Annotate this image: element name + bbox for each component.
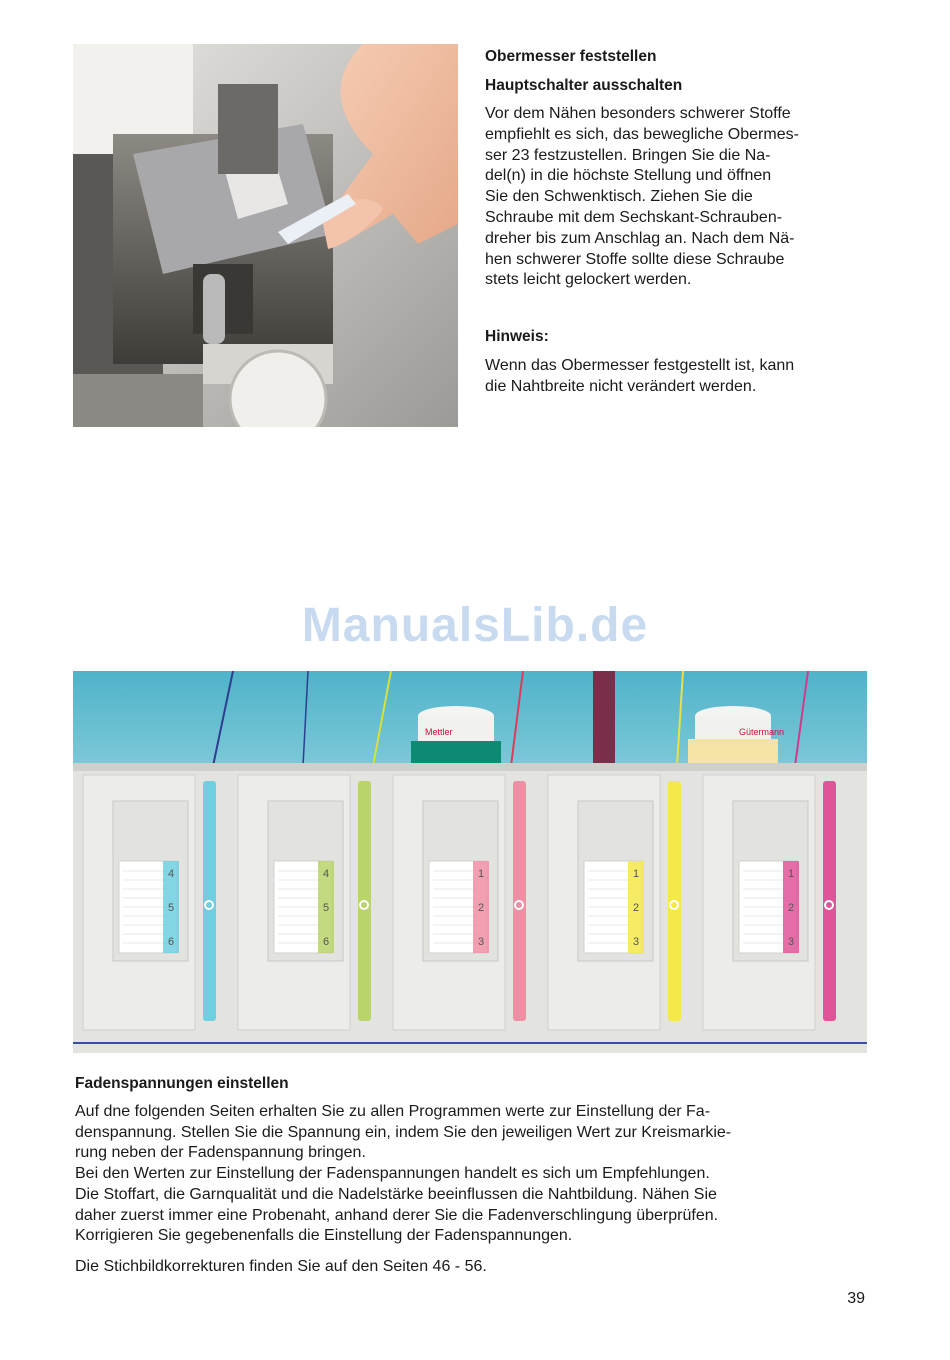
text-line: die Nahtbreite nicht verändert werden. — [485, 377, 757, 395]
text-line: Bei den Werten zur Einstellung der Fadenspannungen handelt es sich um Empfehlungen. — [75, 1165, 710, 1183]
instruction-paragraph — [485, 104, 875, 291]
note-heading: Hinweis: — [485, 328, 549, 346]
tension-scale-number: 4 — [322, 868, 330, 880]
photo-upper-knife-adjustment — [73, 44, 458, 427]
tension-dials-image — [73, 671, 867, 1053]
spool-label-right: Gütermann — [739, 727, 785, 737]
text-line: daher zuerst immer eine Probenaht, anhand derer Sie die Fadenverschlingung überprüfen. — [75, 1206, 719, 1224]
tension-scale-number: 3 — [787, 936, 795, 948]
text-line: del(n) in die höchste Stellung und öffnen — [485, 167, 772, 185]
text-line: Korrigieren Sie gegebenenfalls die Einstellung der Fadenspannungen. — [75, 1227, 573, 1245]
upper-knife-instructions — [485, 44, 875, 398]
stitch-correction-reference: Die Stichbildkorrekturen finden Sie auf den Seiten 46 - 56. — [75, 1257, 487, 1275]
sewing-machine-closeup-image — [73, 44, 458, 427]
tension-scale-number: 5 — [167, 902, 175, 914]
text-line: stets leicht gelockert werden. — [485, 271, 692, 289]
text-line: ser 23 festzustellen. Bringen Sie die Na- — [485, 146, 771, 164]
text-line: denspannung. Stellen Sie die Spannung ein, indem Sie den jeweiligen Wert zur Kreismarkie- — [75, 1123, 732, 1141]
heading-hauptschalter: Hauptschalter ausschalten — [485, 77, 683, 94]
heading-fadenspannungen: Fadenspannungen einstellen — [75, 1075, 289, 1092]
text-line: rung neben der Fadenspannung bringen. — [75, 1144, 366, 1162]
text-line: hen schwerer Stoffe sollte diese Schraube — [485, 250, 785, 268]
text-line: dreher bis zum Anschlag an. Nach dem Nä- — [485, 229, 795, 247]
photo-thread-tension-dials — [73, 671, 867, 1053]
heading-obermesser: Obermesser feststellen — [485, 48, 657, 65]
tension-scale-number: 6 — [167, 936, 175, 948]
tension-scale-number: 3 — [477, 936, 485, 948]
text-line: empfiehlt es sich, das bewegliche Obermes- — [485, 125, 799, 143]
tension-paragraph — [75, 1102, 875, 1247]
text-line: Vor dem Nähen besonders schwerer Stoffe — [485, 105, 791, 122]
tension-scale-number: 3 — [632, 936, 640, 948]
tension-scale-number: 1 — [632, 868, 640, 880]
text-line: Schraube mit dem Sechskant-Schrauben- — [485, 208, 783, 226]
page-number: 39 — [847, 1290, 865, 1307]
text-line: Sie den Schwenktisch. Ziehen Sie die — [485, 188, 753, 206]
tension-scale-number: 1 — [787, 868, 795, 880]
watermark: ManualsLib.de — [301, 599, 649, 652]
tension-scale-number: 2 — [787, 902, 795, 914]
tension-scale-number: 1 — [477, 868, 485, 880]
tension-scale-number: 2 — [477, 902, 485, 914]
text-line: Auf dne folgenden Seiten erhalten Sie zu allen Programmen werte zur Einstellung der Fa- — [75, 1103, 711, 1120]
spool-label-left: Mettler — [425, 727, 453, 737]
thread-tension-section — [75, 1074, 875, 1278]
text-line: Wenn das Obermesser festgestellt ist, kann — [485, 357, 795, 375]
tension-scale-number: 6 — [322, 936, 330, 948]
tension-scale-number: 5 — [322, 902, 330, 914]
tension-scale-number: 4 — [167, 868, 175, 880]
text-line: Die Stoffart, die Garnqualität und die Nadelstärke beeinflussen die Nahtbildung. Nähen Sie — [75, 1185, 717, 1203]
tension-scale-number: 2 — [632, 902, 640, 914]
note-paragraph — [485, 356, 875, 398]
